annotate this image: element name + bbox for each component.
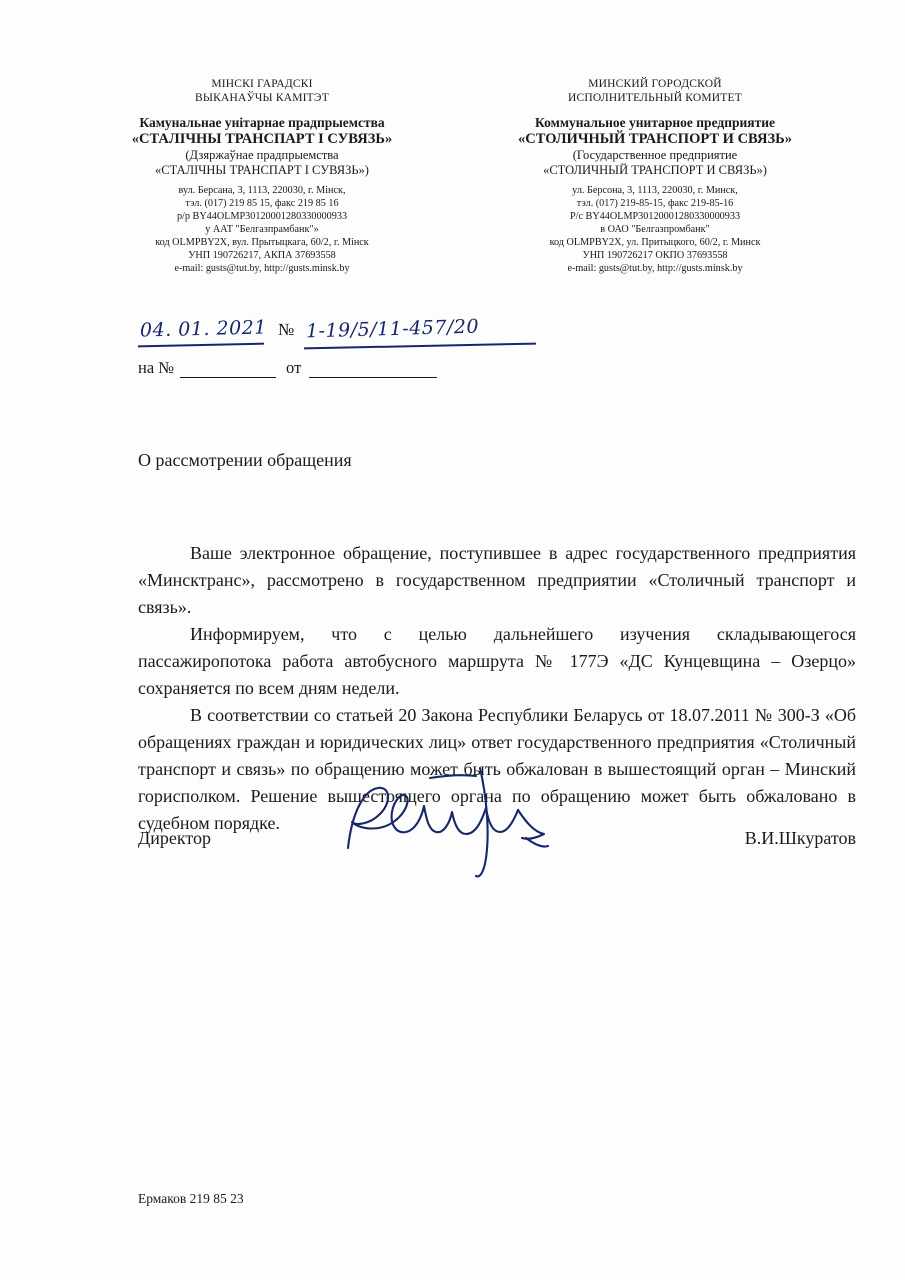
reply-reference-line [138, 358, 437, 378]
company-subname-line-2: «СТОЛИЧНЫЙ ТРАНСПОРТ И СВЯЗЬ») [543, 162, 767, 177]
org-line-2: ИСПОЛНИТЕЛЬНЫЙ КОМИТЕТ [568, 91, 742, 104]
signature-block [138, 828, 856, 849]
subject-line: О рассмотрении обращения [138, 450, 352, 470]
address-line-7: e-mail: gusts@tut.by, http://gusts.minsk.by [567, 262, 743, 274]
signer-name: В.И.Шкуратов [744, 828, 856, 848]
company-subname-line-2: «СТАЛІЧНЫ ТРАНСПАРТ І СУВЯЗЬ») [155, 162, 369, 177]
number-symbol: № [278, 320, 295, 339]
address-line-1: вул. Берсана, 3, 1113, 220030, г. Мінск, [178, 184, 346, 196]
address-line-1: ул. Берсона, 3, 1113, 220030, г. Минск, [572, 184, 738, 196]
company-name-line-2: «СТАЛІЧНЫ ТРАНСПАРТ І СУВЯЗЬ» [131, 131, 393, 148]
body-paragraph-3: В соответствии со статьей 20 Закона Республики Беларусь от 18.07.2011 № 300-З «Об обращениях граждан и юридических лиц» ответ государственного предприятия «Столичный транспорт и связь» по обращению может быть обжалован в вышестоящий орган – Минский горисполком. Решение вышестоящего органа по обращению может быть обжаловано в судебном порядке. [138, 705, 856, 833]
company-subname-line-1: (Государственное предприятие [572, 148, 738, 163]
reply-date-label: от [286, 358, 302, 377]
reply-number-rule [180, 365, 276, 378]
address-line-5: код OLMPBY2X, ул. Притыцкого, 60/2, г. Минск [549, 236, 761, 248]
address-line-2: тэл. (017) 219-85-15, факс 219-85-16 [576, 197, 734, 209]
letter-body [138, 540, 856, 837]
letterhead [0, 78, 905, 275]
address-line-5: код OLMPBY2X, вул. Прытыцкага, 60/2, г. Мінск [155, 236, 369, 248]
letterhead-russian [475, 78, 835, 275]
address-line-3: р/р BY44OLMP30120001280330000933 [176, 210, 348, 222]
org-line-1: МИНСКИЙ ГОРОДСКОЙ [588, 78, 722, 90]
executor-contact: Ермаков 219 85 23 [138, 1191, 244, 1206]
body-paragraph-1: Ваше электронное обращение, поступившее в адрес государственного предприятия «Минсктранс», рассмотрено в государственном предприятии «Столичный транспорт и связь». [138, 543, 856, 617]
reply-to-label: на № [138, 358, 175, 377]
address-line-4: у ААТ "Белгазпрамбанк"» [205, 223, 319, 235]
company-name-line-2: «СТОЛИЧНЫЙ ТРАНСПОРТ И СВЯЗЬ» [518, 131, 792, 148]
address-line-2: тэл. (017) 219 85 15, факс 219 85 16 [185, 197, 339, 209]
handwritten-number: 1-19/5/11-457/20 [305, 315, 480, 343]
org-line-1: МІНСКІ ГАРАДСКІ [211, 78, 313, 90]
company-subname-line-1: (Дзяржаўнае прадпрыемства [185, 148, 339, 163]
company-name-line-1: Коммунальное унитарное предприятие [535, 115, 775, 131]
address-line-7: e-mail: gusts@tut.by, http://gusts.minsk.by [174, 262, 350, 274]
address-line-6: УНП 190726217, АКПА 37693558 [188, 249, 336, 261]
handwritten-date: 04. 01. 2021 [139, 316, 268, 342]
address-line-3: Р/с BY44OLMP30120001280330000933 [569, 210, 741, 222]
body-paragraph-2: Информируем, что с целью дальнейшего изучения складывающегося пассажиропотока работа автобусного маршрута № 177Э «ДС Кунцевщина – Озерцо» сохраняется по всем дням недели. [138, 624, 856, 698]
number-underline [304, 343, 536, 349]
address-line-4: в ОАО "Белгазпромбанк" [600, 223, 710, 235]
letterhead-belarusian [82, 78, 442, 275]
org-line-2: ВЫКАНАЎЧЫ КАМІТЭТ [195, 91, 329, 104]
reply-date-rule [309, 365, 437, 378]
company-name-line-1: Камунальнае унітарнае прадпрыемства [139, 115, 385, 131]
address-line-6: УНП 190726217 ОКПО 37693558 [582, 249, 728, 261]
reference-line [138, 315, 568, 358]
signer-position: Директор [138, 828, 212, 848]
date-underline [138, 343, 264, 347]
